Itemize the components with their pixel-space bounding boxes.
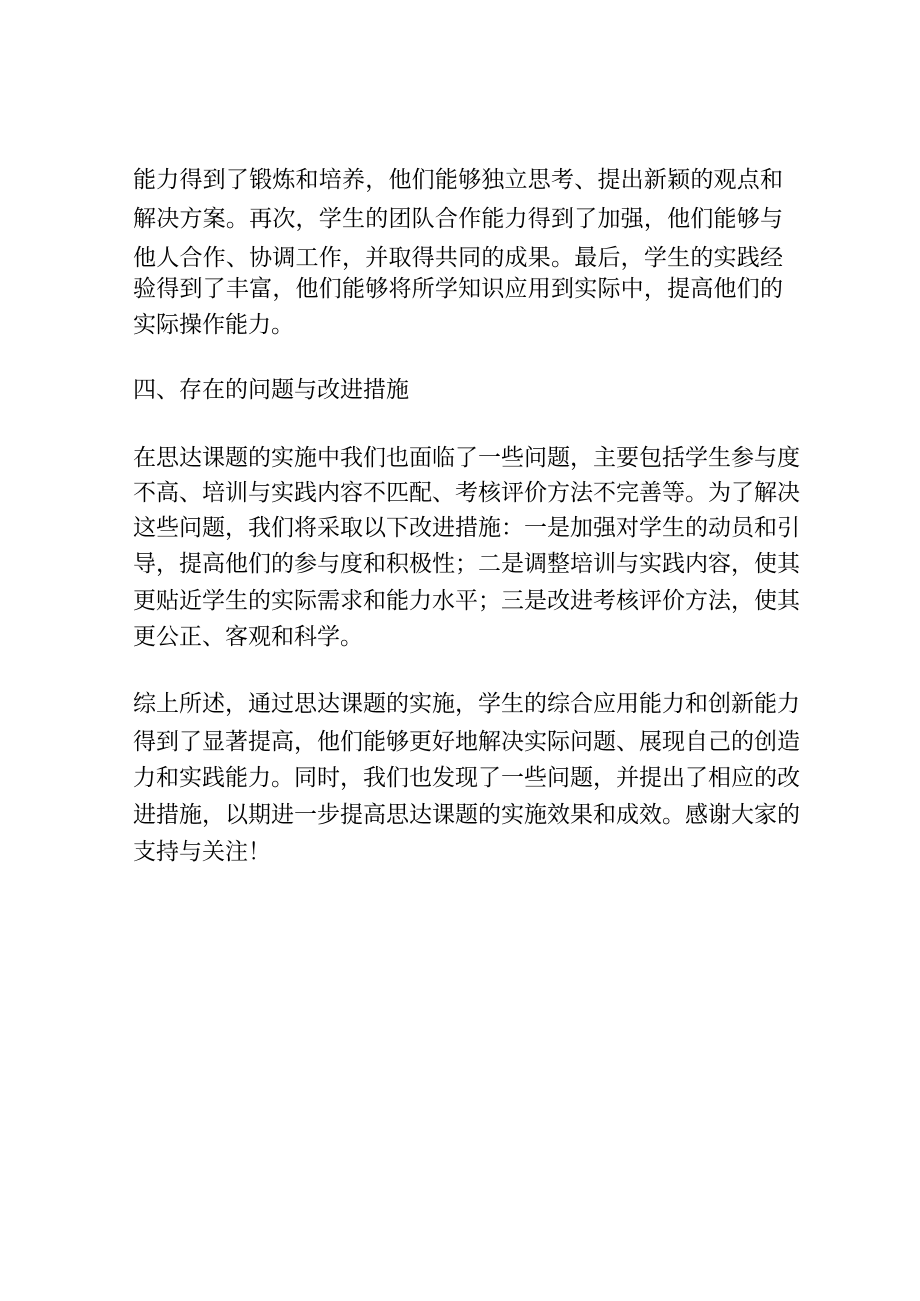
paragraph-3-line-3: 力和实践能力。同时，我们也发现了一些问题，并提出了相应的改 bbox=[133, 765, 800, 791]
paragraph-1-line-4: 验得到了丰富，他们能够将所学知识应用到实际中，提高他们的 bbox=[133, 276, 783, 302]
paragraph-2-line-2: 不高、培训与实践内容不匹配、考核评价方法不完善等。为了解决 bbox=[133, 480, 800, 506]
paragraph-1-line-1: 能力得到了锻炼和培养，他们能够独立思考、提出新颖的观点和 bbox=[133, 167, 783, 193]
paragraph-3-line-5: 支持与关注！ bbox=[133, 839, 271, 865]
section-heading: 四、存在的问题与改进措施 bbox=[133, 377, 409, 403]
paragraph-2-line-6: 更公正、客观和科学。 bbox=[133, 624, 363, 650]
paragraph-2-line-5: 更贴近学生的实际需求和能力水平；三是改进考核评价方法，使其 bbox=[133, 588, 800, 614]
paragraph-1-line-5: 实际操作能力。 bbox=[133, 312, 294, 338]
paragraph-2-line-4: 导，提高他们的参与度和积极性；二是调整培训与实践内容，使其 bbox=[133, 551, 800, 577]
paragraph-3-line-4: 进措施，以期进一步提高思达课题的实施效果和成效。感谢大家的 bbox=[133, 802, 800, 828]
paragraph-3-line-1: 综上所述，通过思达课题的实施，学生的综合应用能力和创新能力 bbox=[133, 691, 800, 717]
paragraph-2-line-1: 在思达课题的实施中我们也面临了一些问题，主要包括学生参与度 bbox=[133, 445, 800, 471]
paragraph-3-line-2: 得到了显著提高，他们能够更好地解决实际问题、展现自己的创造 bbox=[133, 729, 800, 755]
paragraph-2-line-3: 这些问题，我们将采取以下改进措施：一是加强对学生的动员和引 bbox=[133, 515, 800, 541]
paragraph-1-line-2: 解决方案。再次，学生的团队合作能力得到了加强，他们能够与 bbox=[133, 206, 783, 232]
paragraph-1-line-3: 他人合作、协调工作，并取得共同的成果。最后，学生的实践经 bbox=[133, 245, 783, 271]
